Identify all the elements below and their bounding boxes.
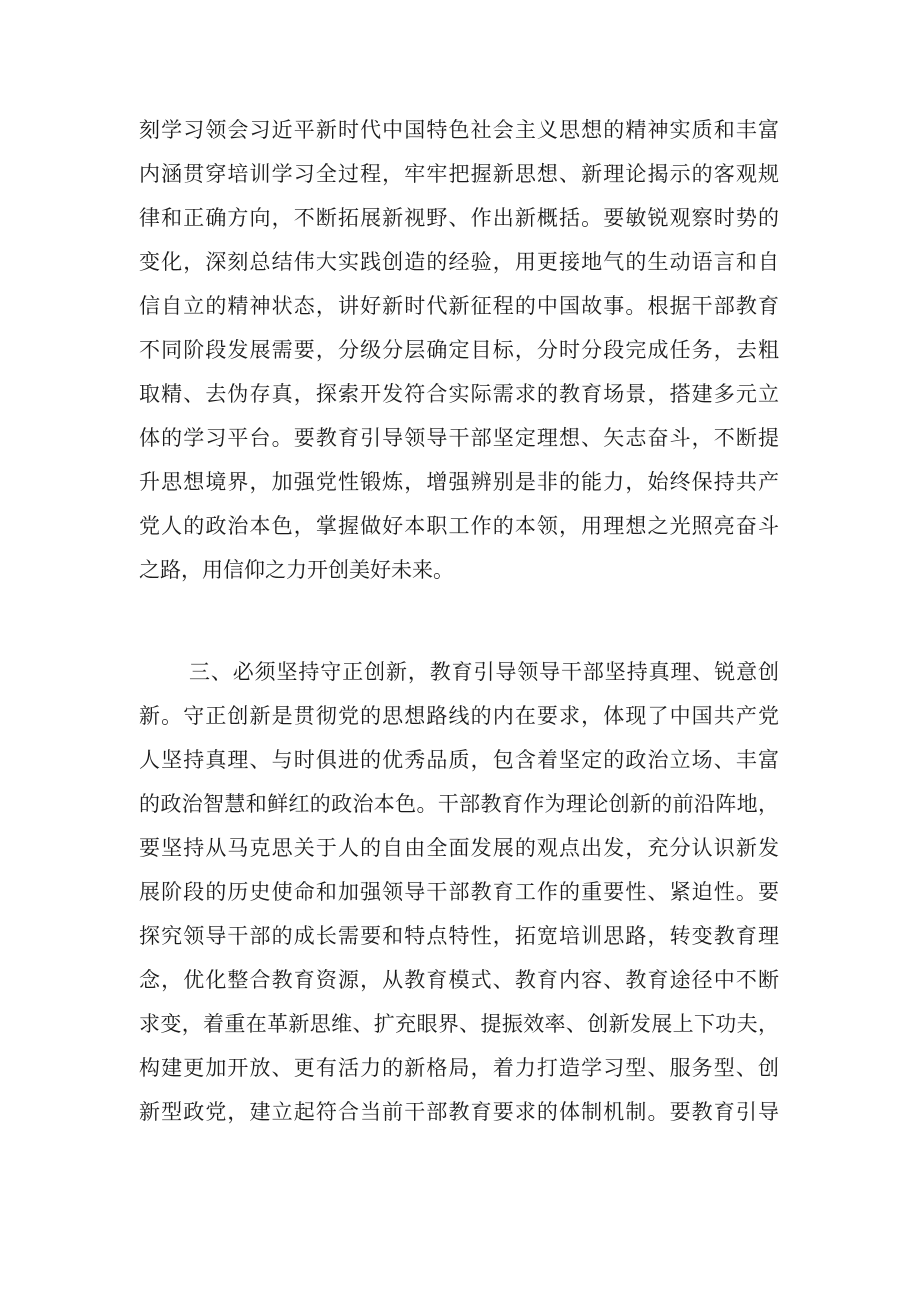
text-line: 三、必须坚持守正创新，教育引导领导干部坚持真理、锐意创: [189, 660, 779, 684]
paragraph-1: [139, 108, 779, 592]
text-line: 党人的政治本色，掌握做好本职工作的本领，用理想之光照亮奋斗: [139, 514, 779, 538]
text-line: 要坚持从马克思关于人的自由全面发展的观点出发，充分认识新发: [139, 836, 779, 860]
text-line: 之路，用信仰之力开创美好未来。: [139, 558, 454, 582]
text-line: 内涵贯穿培训学习全过程，牢牢把握新思想、新理论揭示的客观规: [139, 162, 779, 186]
text-line: 展阶段的历史使命和加强领导干部教育工作的重要性、紧迫性。要: [139, 880, 779, 904]
text-line: 取精、去伪存真，探索开发符合实际需求的教育场景，搭建多元立: [139, 382, 779, 406]
text-line: 新型政党，建立起符合当前干部教育要求的体制机制。要教育引导: [139, 1100, 779, 1124]
text-line: 体的学习平台。要教育引导领导干部坚定理想、矢志奋斗，不断提: [139, 426, 779, 450]
text-line: 构建更加开放、更有活力的新格局，着力打造学习型、服务型、创: [139, 1056, 779, 1080]
text-line: 念，优化整合教育资源，从教育模式、教育内容、教育途径中不断: [139, 968, 779, 992]
text-line: 的政治智慧和鲜红的政治本色。干部教育作为理论创新的前沿阵地，: [139, 792, 779, 816]
text-line: 不同阶段发展需要，分级分层确定目标，分时分段完成任务，去粗: [139, 338, 779, 362]
text-line: 刻学习领会习近平新时代中国特色社会主义思想的精神实质和丰富: [139, 118, 779, 142]
text-line: 信自立的精神状态，讲好新时代新征程的中国故事。根据干部教育: [139, 294, 779, 318]
paragraph-2: [139, 650, 779, 1134]
text-line: 新。守正创新是贯彻党的思想路线的内在要求，体现了中国共产党: [139, 704, 779, 728]
text-line: 变化，深刻总结伟大实践创造的经验，用更接地气的生动语言和自: [139, 250, 779, 274]
text-line: 升思想境界，加强党性锻炼，增强辨别是非的能力，始终保持共产: [139, 470, 779, 494]
text-line: 人坚持真理、与时俱进的优秀品质，包含着坚定的政治立场、丰富: [139, 748, 779, 772]
text-line: 求变，着重在革新思维、扩充眼界、提振效率、创新发展上下功夫，: [139, 1012, 779, 1036]
text-line: 律和正确方向，不断拓展新视野、作出新概括。要敏锐观察时势的: [139, 206, 779, 230]
text-line: 探究领导干部的成长需要和特点特性，拓宽培训思路，转变教育理: [139, 924, 779, 948]
